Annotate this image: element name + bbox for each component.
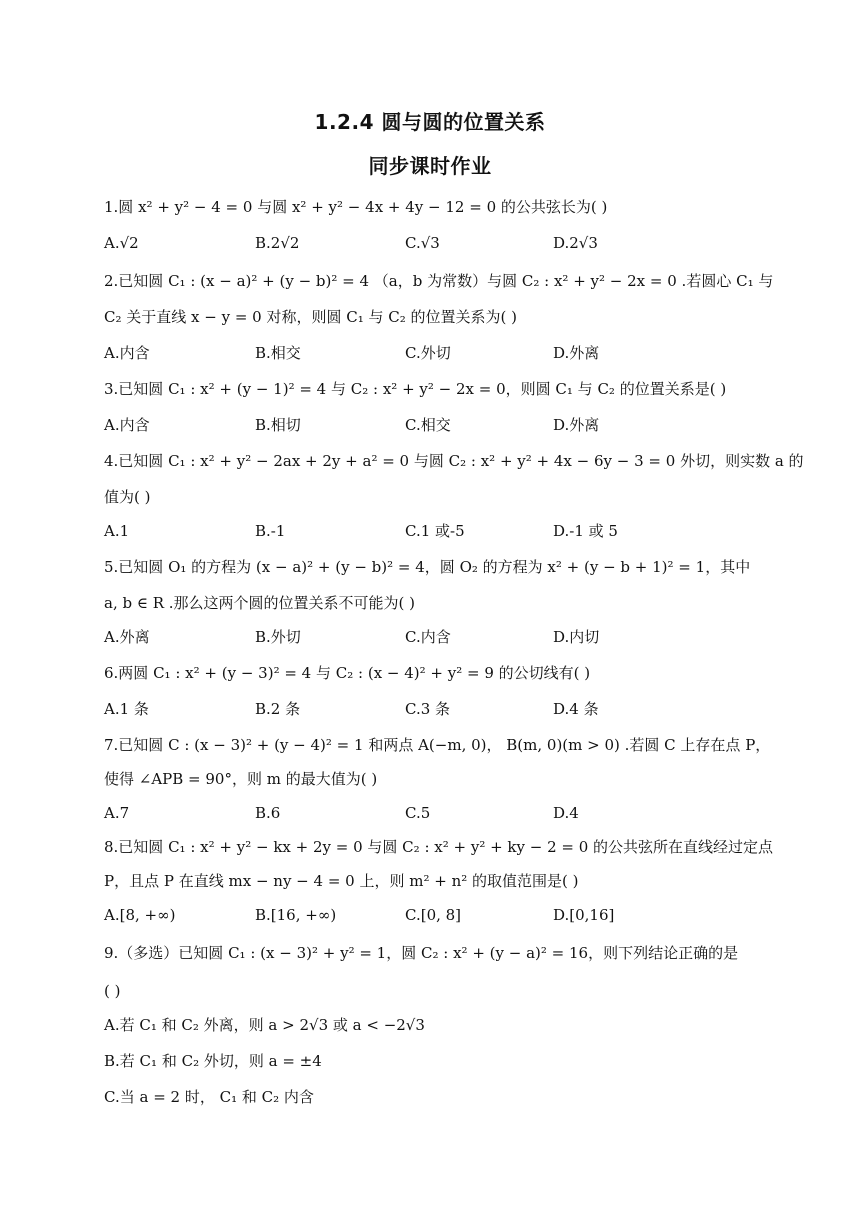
question-9-stem: 9.（多选）已知圆 C₁ : (x − 3)² + y² = 1，圆 C₂ : x² + (y − a)² = 16，则下列结论正确的是 xyxy=(104,944,739,962)
q3-option-d: D.外离 xyxy=(553,416,600,434)
q9-option-a: A.若 C₁ 和 C₂ 外离，则 a > 2√3 或 a < −2√3 xyxy=(104,1016,425,1034)
question-2-stem-cont: C₂ 关于直线 x − y = 0 对称，则圆 C₁ 与 C₂ 的位置关系为( ) xyxy=(104,308,518,326)
q7-option-c: C.5 xyxy=(405,804,431,822)
question-5-stem: 5.已知圆 O₁ 的方程为 (x − a)² + (y − b)² = 4，圆 O₂ 的方程为 x² + (y − b + 1)² = 1，其中 xyxy=(104,558,751,576)
question-8-stem: 8.已知圆 C₁ : x² + y² − kx + 2y = 0 与圆 C₂ : x² + y² + ky − 2 = 0 的公共弦所在直线经过定点 xyxy=(104,838,774,856)
question-8-stem-cont: P，且点 P 在直线 mx − ny − 4 = 0 上，则 m² + n² 的取值范围是( ) xyxy=(104,872,579,890)
question-5-stem-cont: a, b ∈ R .那么这两个圆的位置关系不可能为( ) xyxy=(104,594,416,612)
q6-option-b: B.2 条 xyxy=(255,700,301,718)
q7-option-d: D.4 xyxy=(553,804,579,822)
q5-option-d: D.内切 xyxy=(553,628,600,646)
q3-option-c: C.相交 xyxy=(405,416,451,434)
q5-option-b: B.外切 xyxy=(255,628,301,646)
q4-option-a: A.1 xyxy=(104,522,130,540)
question-9-stem-cont: ( ) xyxy=(104,982,121,1000)
question-3-stem: 3.已知圆 C₁ : x² + (y − 1)² = 4 与 C₂ : x² + y² − 2x = 0，则圆 C₁ 与 C₂ 的位置关系是( ) xyxy=(104,380,727,398)
q8-option-a: A.[8, +∞) xyxy=(104,906,176,924)
q6-option-a: A.1 条 xyxy=(104,700,149,718)
q2-option-c: C.外切 xyxy=(405,344,451,362)
question-4-stem-cont: 值为( ) xyxy=(104,488,151,506)
q8-option-d: D.[0,16] xyxy=(553,906,615,924)
q3-option-a: A.内含 xyxy=(104,416,150,434)
q5-option-a: A.外离 xyxy=(104,628,150,646)
question-1-stem: 1.圆 x² + y² − 4 = 0 与圆 x² + y² − 4x + 4y − 12 = 0 的公共弦长为( ) xyxy=(104,198,608,216)
q6-option-d: D.4 条 xyxy=(553,700,599,718)
q3-option-b: B.相切 xyxy=(255,416,301,434)
q4-option-d: D.-1 或 5 xyxy=(553,522,618,540)
page-subtitle: 同步课时作业 xyxy=(368,154,492,178)
q2-option-b: B.相交 xyxy=(255,344,301,362)
q7-option-b: B.6 xyxy=(255,804,281,822)
q1-option-c: C.√3 xyxy=(405,234,440,252)
q4-option-c: C.1 或-5 xyxy=(405,522,465,540)
q8-option-b: B.[16, +∞) xyxy=(255,906,337,924)
q1-option-d: D.2√3 xyxy=(553,234,598,252)
q1-option-b: B.2√2 xyxy=(255,234,300,252)
question-7-stem-cont: 使得 ∠APB = 90°，则 m 的最大值为( ) xyxy=(104,770,378,788)
q7-option-a: A.7 xyxy=(104,804,130,822)
question-6-stem: 6.两圆 C₁ : x² + (y − 3)² = 4 与 C₂ : (x − 4)² + y² = 9 的公切线有( ) xyxy=(104,664,591,682)
q4-option-b: B.-1 xyxy=(255,522,286,540)
q5-option-c: C.内含 xyxy=(405,628,451,646)
q2-option-a: A.内含 xyxy=(104,344,150,362)
q1-option-a: A.√2 xyxy=(104,234,139,252)
q6-option-c: C.3 条 xyxy=(405,700,451,718)
q9-option-c: C.当 a = 2 时， C₁ 和 C₂ 内含 xyxy=(104,1088,314,1106)
q8-option-c: C.[0, 8] xyxy=(405,906,462,924)
q9-option-b: B.若 C₁ 和 C₂ 外切，则 a = ±4 xyxy=(104,1052,322,1070)
question-2-stem: 2.已知圆 C₁ : (x − a)² + (y − b)² = 4 （a，b 为常数）与圆 C₂ : x² + y² − 2x = 0 .若圆心 C₁ 与 xyxy=(104,272,774,290)
question-4-stem: 4.已知圆 C₁ : x² + y² − 2ax + 2y + a² = 0 与圆 C₂ : x² + y² + 4x − 6y − 3 = 0 外切，则实数 a 的 xyxy=(104,452,804,470)
question-7-stem: 7.已知圆 C : (x − 3)² + (y − 4)² = 1 和两点 A(−m, 0)， B(m, 0)(m > 0) .若圆 C 上存在点 P， xyxy=(104,736,771,754)
page-title: 1.2.4 圆与圆的位置关系 xyxy=(314,110,546,134)
q2-option-d: D.外离 xyxy=(553,344,600,362)
